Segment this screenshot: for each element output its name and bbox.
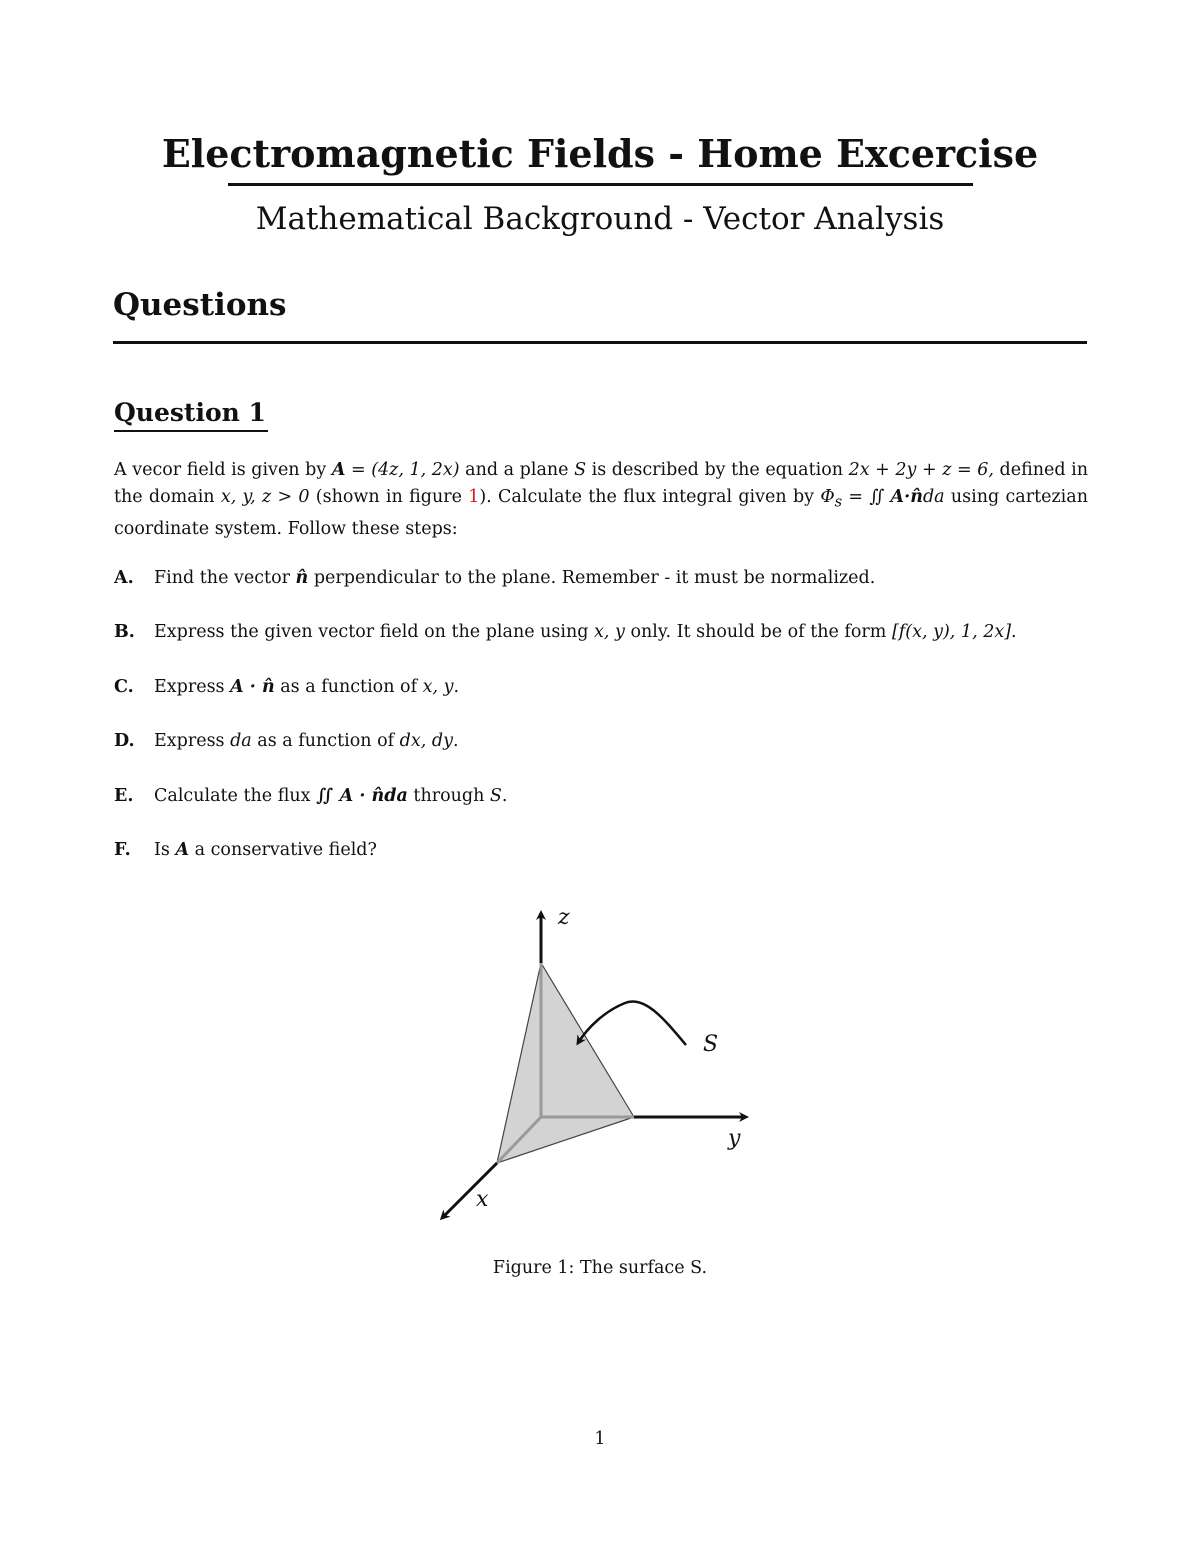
step-text: through	[407, 786, 490, 806]
step-c	[114, 674, 1088, 700]
intro-text: is described by the equation	[586, 460, 849, 480]
surface-s-triangle	[497, 963, 634, 1163]
step-text: Is	[154, 840, 176, 860]
step-label: A.	[114, 568, 134, 588]
step-text: as a function of	[251, 731, 400, 751]
flux-subscript: s	[834, 493, 843, 510]
intro-text: and a plane	[459, 460, 575, 480]
step-text: perpendicular to the plane. Remember - it must be normalized.	[308, 568, 876, 588]
surface-pointer-arrow	[578, 1001, 686, 1045]
intro-field-def: = (4z, 1, 2x)	[345, 460, 460, 480]
step-label: E.	[114, 786, 134, 806]
step-math: [f(x, y), 1, 2x]	[891, 622, 1012, 642]
step-text: Calculate the flux	[154, 786, 317, 806]
step-text: Find the vector	[154, 568, 296, 588]
flux-symbol: Φ	[820, 486, 835, 507]
y-axis-label: y	[728, 1126, 741, 1151]
intro-domain: x, y, z > 0	[220, 486, 310, 507]
step-a	[114, 565, 1088, 591]
step-d	[114, 728, 1088, 754]
intro-text: A vecor field is given by	[114, 460, 332, 480]
step-text: .	[1011, 622, 1017, 642]
step-math: x, y	[594, 622, 625, 642]
step-math: dx, dy	[399, 731, 453, 751]
intro-plane-equation: 2x + 2y + z = 6,	[848, 460, 994, 480]
surface-label: S	[703, 1032, 719, 1057]
step-e	[114, 783, 1088, 809]
step-f	[114, 837, 1088, 863]
x-axis-arrow	[442, 1163, 497, 1218]
step-math: x, y	[422, 677, 454, 697]
step-math: da	[230, 731, 252, 751]
intro-text: (shown in figure	[309, 486, 469, 507]
step-text: .	[452, 731, 459, 751]
step-math: S	[489, 786, 502, 806]
question-intro	[114, 457, 1088, 542]
step-b	[114, 619, 1088, 645]
step-math: ∬ A · n̂da	[316, 786, 408, 806]
title-underline	[228, 183, 973, 186]
step-text: Express	[154, 677, 231, 697]
x-axis-label: x	[476, 1187, 489, 1212]
z-axis-label: z	[558, 905, 570, 930]
step-text: only. It should be of the form	[624, 622, 892, 642]
figure-caption: Figure 1: The surface S.	[492, 1258, 708, 1278]
page-number: 1	[594, 1429, 606, 1449]
step-text: Express	[154, 731, 231, 751]
step-math: n̂	[295, 568, 309, 588]
document-title: Electromagnetic Fields - Home Excercise	[161, 131, 1039, 176]
flux-integrand: A·n̂	[890, 486, 923, 507]
document-subtitle: Mathematical Background - Vector Analysis	[255, 201, 945, 237]
step-math: A	[175, 840, 190, 860]
step-label: D.	[114, 731, 135, 751]
step-text: .	[453, 677, 460, 697]
question-title: Question 1	[114, 396, 268, 432]
intro-text: ). Calculate the flux integral given by	[479, 486, 821, 507]
intro-vector-a: A	[331, 460, 346, 480]
step-math: A · n̂	[230, 677, 275, 697]
intro-text: using cartezian coordinate system. Follow these steps:	[114, 486, 1088, 539]
section-divider	[113, 341, 1087, 344]
flux-area-element: da	[922, 486, 945, 507]
step-label: F.	[114, 840, 131, 860]
step-text: a conservative field?	[189, 840, 377, 860]
intro-surface-s: S	[574, 460, 587, 480]
intro-text: defined in the domain	[114, 460, 1089, 507]
flux-integral-sign: = ∬	[842, 486, 891, 507]
step-text: as a function of	[274, 677, 423, 697]
section-title: Questions	[113, 287, 287, 323]
step-label: C.	[114, 677, 134, 697]
figure-reference-link[interactable]: 1	[468, 486, 480, 507]
step-text: .	[501, 786, 508, 806]
surface-figure	[420, 895, 780, 1235]
step-text: Express the given vector field on the plane using	[154, 622, 595, 642]
step-label: B.	[114, 622, 135, 642]
